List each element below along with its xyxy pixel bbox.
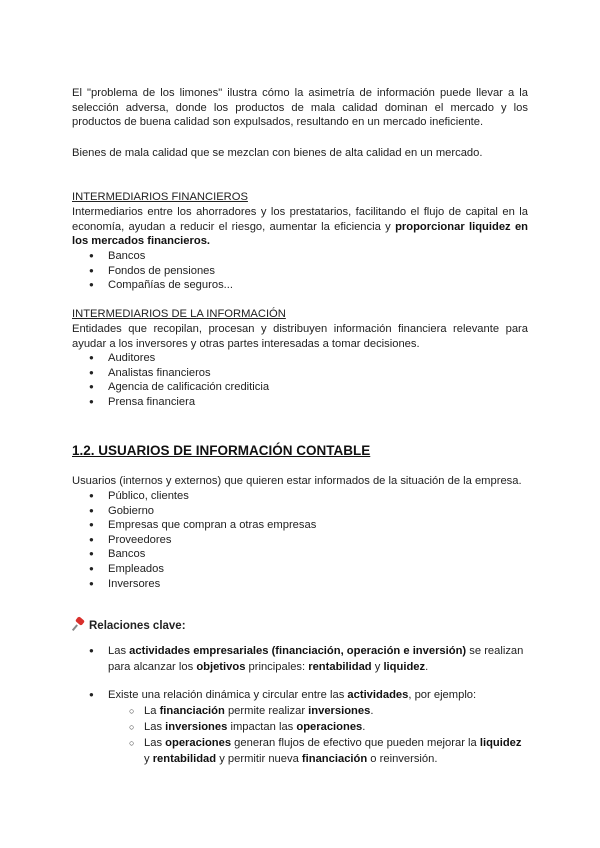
list-item: ● Gobierno: [72, 504, 316, 519]
list-item: ● Proveedores: [72, 533, 316, 548]
lemons-paragraph: El "problema de los limones" ilustra cómo la asimetría de información puede llevar a la selección adversa, donde los productos de mala calidad dominan el mercado y los productos de buena calidad son expulsados, resultando en un mercado ineficiente.: [72, 87, 528, 128]
list-item: ● Público, clientes: [72, 489, 316, 504]
pushpin-icon: [72, 618, 86, 630]
list-item: ● Analistas financieros: [72, 366, 269, 381]
key-relations-list-2: [72, 687, 528, 767]
sub-list-item: ○ La financiación permite realizar inversiones.: [108, 703, 528, 719]
list-item: ● Inversores: [72, 577, 316, 592]
sub-list-item: ○ Las inversiones impactan las operaciones.: [108, 719, 528, 735]
list-item: ● Las actividades empresariales (financiación, operación e inversión) se realizan para alcanzar los objetivos principales: rentabilidad y liquidez.: [72, 643, 528, 675]
users-list: [72, 489, 316, 591]
list-item: ● Empleados: [72, 562, 316, 577]
list-item: ● Existe una relación dinámica y circular entre las actividades, por ejemplo: ○ La financiación permite realizar inversiones. ○ Las inversiones impactan las operaciones. ○ Las operaciones generan flujos de efectivo que pueden mejorar la liquidez y rentabilidad y permitir nueva financiación o reinversión.: [72, 687, 528, 767]
list-item: ● Compañías de seguros...: [72, 278, 233, 293]
key-relations-list: [72, 643, 528, 675]
bad-goods-paragraph: Bienes de mala calidad que se mezclan con bienes de alta calidad en un mercado.: [72, 147, 483, 159]
list-item: ● Empresas que compran a otras empresas: [72, 518, 316, 533]
fin-intermediaries-heading: INTERMEDIARIOS FINANCIEROS: [72, 191, 248, 203]
list-item: ● Auditores: [72, 351, 269, 366]
info-intermediaries-text: Entidades que recopilan, procesan y distribuyen información financiera relevante para ayudar a los inversores y otras partes interesadas a tomar decisiones.: [72, 323, 528, 350]
sub-list: [108, 703, 528, 767]
section-title: 1.2. USUARIOS DE INFORMACIÓN CONTABLE: [72, 443, 371, 458]
fin-intermediaries-list: [72, 249, 233, 293]
list-item: ● Agencia de calificación crediticia: [72, 380, 269, 395]
list-item: ● Bancos: [72, 547, 316, 562]
users-text: Usuarios (internos y externos) que quieren estar informados de la situación de la empresa.: [72, 475, 522, 487]
info-intermediaries-list: [72, 351, 269, 409]
info-intermediaries-heading: INTERMEDIARIOS DE LA INFORMACIÓN: [72, 308, 286, 320]
list-item: ● Fondos de pensiones: [72, 264, 233, 279]
list-item: ● Prensa financiera: [72, 395, 269, 410]
sub-list-item: ○ Las operaciones generan flujos de efectivo que pueden mejorar la liquidez y rentabilidad y permitir nueva financiación o reinversión.: [108, 735, 528, 767]
fin-intermediaries-text: Intermediarios entre los ahorradores y los prestatarios, facilitando el flujo de capital en la economía, ayudan a reducir el riesgo, aumentar la eficiencia y proporcionar liquidez en los mercados financieros.: [72, 206, 529, 247]
list-item: ● Bancos: [72, 249, 233, 264]
key-relations-heading: Relaciones clave:: [72, 618, 186, 632]
